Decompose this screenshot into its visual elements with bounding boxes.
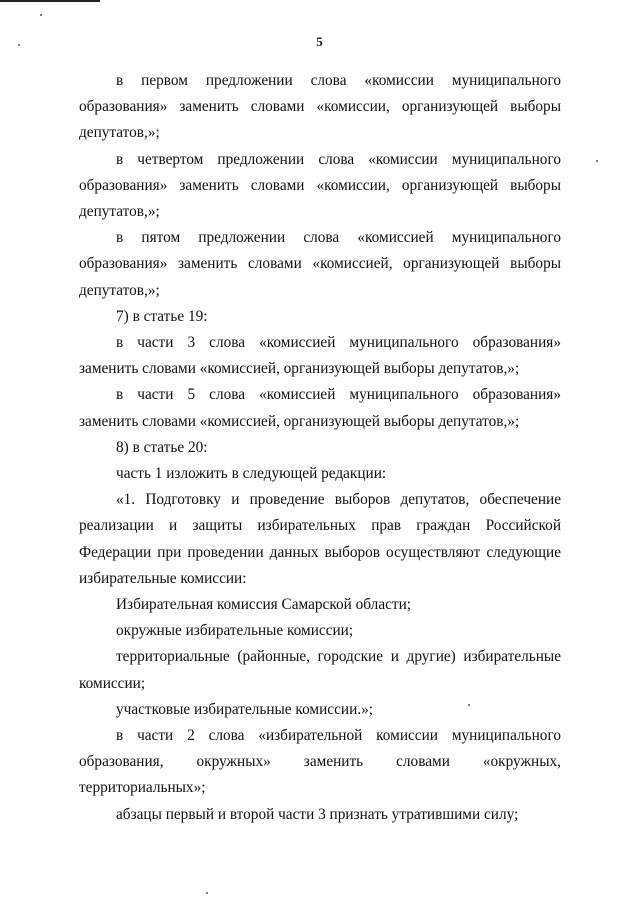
paragraph-12: территориальные (районные, городские и другие) избирательные комиссии; (79, 648, 561, 692)
paragraph-9: «1. Подготовку и проведение выборов депутатов, обеспечение реализации и защиты избирательных прав граждан Российской Федерации при проведении данных выборов осуществляют следующие избирательные комиссии: (79, 491, 561, 587)
document-body (79, 68, 561, 828)
paragraph-14: в части 2 слова «избирательной комиссии муниципального образования, окружных» заменить словами «окружных, территориальных»; (79, 727, 561, 797)
scan-edge-mark (0, 0, 100, 2)
paragraph-6: в части 5 слова «комиссией муниципального образования» заменить словами «комиссией, организующей выборы депутатов,»; (79, 386, 561, 430)
scan-speck (596, 160, 598, 162)
page-number: 5 (316, 34, 323, 49)
paragraph-8: часть 1 изложить в следующей редакции: (116, 465, 387, 483)
paragraph-2: в четвертом предложении слова «комиссии муниципального образования» заменить словами «комиссии, организующей выборы депутатов,»; (79, 150, 561, 221)
paragraph-1: в первом предложении слова «комиссии муниципального образования» заменить словами «комиссии, организующей выборы депутатов,»; (79, 72, 561, 142)
paragraph-4: 7) в статье 19: (116, 307, 208, 325)
paragraph-10: Избирательная комиссия Самарской области; (116, 596, 412, 614)
paragraph-15: абзацы первый и второй части 3 признать утратившими силу; (116, 805, 519, 823)
paragraph-5: в части 3 слова «комиссией муниципального образования» заменить словами «комиссией, организующей выборы депутатов,»; (79, 334, 561, 378)
scan-speck (40, 14, 42, 16)
paragraph-11: окружные избирательные комиссии; (116, 622, 354, 640)
scan-speck (18, 44, 20, 46)
paragraph-13: участковые избирательные комиссии.»; (116, 700, 373, 718)
scan-speck (206, 892, 208, 894)
scan-speck (468, 704, 470, 706)
paragraph-7: 8) в статье 20: (116, 438, 208, 456)
paragraph-3: в пятом предложении слова «комиссией муниципального образования» заменить словами «комиссией, организующей выборы депутатов,»; (79, 229, 561, 299)
